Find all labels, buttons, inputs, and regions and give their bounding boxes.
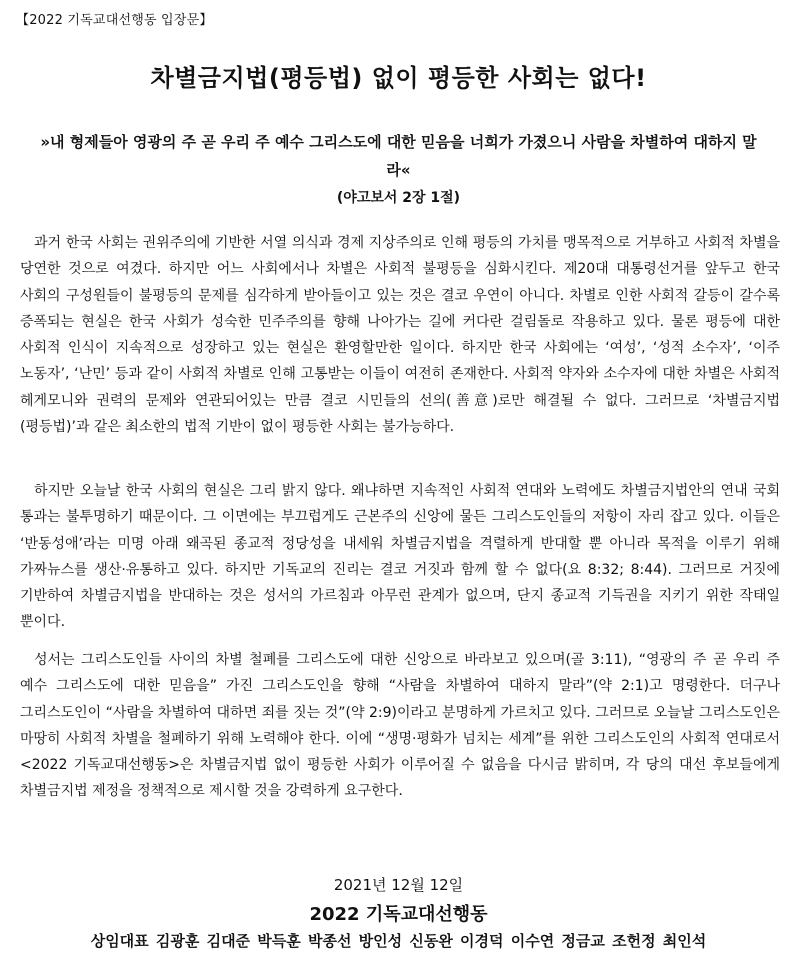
body-paragraph-3: 성서는 그리스도인들 사이의 차별 철폐를 그리스도에 대한 신앙으로 바라보고 있으며(골 3:11), “영광의 주 곧 우리 주 예수 그리스도에 대한 믿음을” 가진 그리스도인을 향해 “사람을 차별하여 대하지 말라”(약 2:1)고 명령한다. 더구나 그리스도인이 “사람을 차별하여 대하면 죄를 짓는 것”(약 2:9)이라고 분명하게 가르치고 있다. 그러므로 오늘날 그리스도인은 마땅히 사회적 차별을 철폐하기 위해 노력해야 한다. 이에 “생명·평화가 넘치는 세계”를 위한 그리스도인의 사회적 연대로서 <2022 기독교대선행동>은 차별금지법 없이 평등한 사회가 이루어질 수 없음을 다시금 밝히며, 각 당의 대선 후보들에게 차별금지법 제정을 정책적으로 제시할 것을 강력하게 요구한다. [20,652,780,800]
representatives-list: 상임대표 김광훈 김대준 박득훈 박종선 방인성 신동완 이경덕 이수연 정금교 조헌정 최인석 [90,932,707,950]
epigraph-quote: »내 형제들아 영광의 주 곧 우리 주 예수 그리스도에 대한 믿음을 너희가 가졌으니 사람을 차별하여 대하지 말라« [40,133,757,179]
body-paragraph-1: 과거 한국 사회는 권위주의에 기반한 서열 의식과 경제 지상주의로 인해 평등의 가치를 맹목적으로 거부하고 사회적 차별을 당연한 것으로 여겼다. 하지만 어느 사회에서나 차별은 사회적 불평등을 심화시킨다. 제20대 대통령선거를 앞두고 한국 사회의 구성원들이 불평등의 문제를 심각하게 받아들이고 있는 것은 결코 우연이 아니다. 차별로 인한 사회적 갈등이 갈수록 증폭되는 현실은 한국 사회가 성숙한 민주주의를 향해 나아가는 길에 커다란 걸림돌로 작용하고 있다. 물론 평등에 대한 사회적 인식이 지속적으로 성장하고 있는 현실은 환영할만한 일이다. 하지만 한국 사회에는 ‘여성’, ‘성적 소수자’, ‘이주 노동자’, ‘난민’ 등과 같이 사회적 차별로 인해 고통받는 이들이 여전히 존재한다. 사회적 약자와 소수자에 대한 차별은 사회적 헤게모니와 권력의 문제와 연관되어있는 만큼 결코 시민들의 선의(善意)로만 해결될 수 없다. 그러므로 ‘차별금지법(평등법)’과 같은 최소한의 법적 기반이 없이 평등한 사회는 불가능하다. [20,235,780,436]
statement-date: 2021년 12월 12일 [333,876,464,894]
body-paragraph-2: 하지만 오늘날 한국 사회의 현실은 그리 밝지 않다. 왜냐하면 지속적인 사회적 연대와 노력에도 차별금지법안의 연내 국회 통과는 불투명하기 때문이다. 그 이면에는 부끄럽게도 근본주의 신앙에 물든 그리스도인들의 저항이 자리 잡고 있다. 이들은 ‘반동성애’라는 미명 아래 왜곡된 종교적 정당성을 내세워 차별금지법을 격렬하게 반대할 뿐 아니라 목적을 이루기 위해 가짜뉴스를 생산·유통하고 있다. 하지만 기독교의 진리는 결코 거짓과 함께 할 수 없다(요 8:32; 8:44). 그러므로 거짓에 기반하여 차별금지법을 반대하는 것은 성서의 가르침과 아무런 관계가 없으며, 단지 종교적 기득권을 지키기 위한 작태일 뿐이다. [20,483,780,631]
document-title: 차별금지법(평등법) 없이 평등한 사회는 없다! [150,64,647,92]
organization-name: 2022 기독교대선행동 [309,904,488,925]
epigraph [40,128,757,212]
document-tag: 【2022 기독교대선행동 입장문】 [16,13,213,28]
epigraph-source: (야고보서 2장 1절) [336,190,461,206]
